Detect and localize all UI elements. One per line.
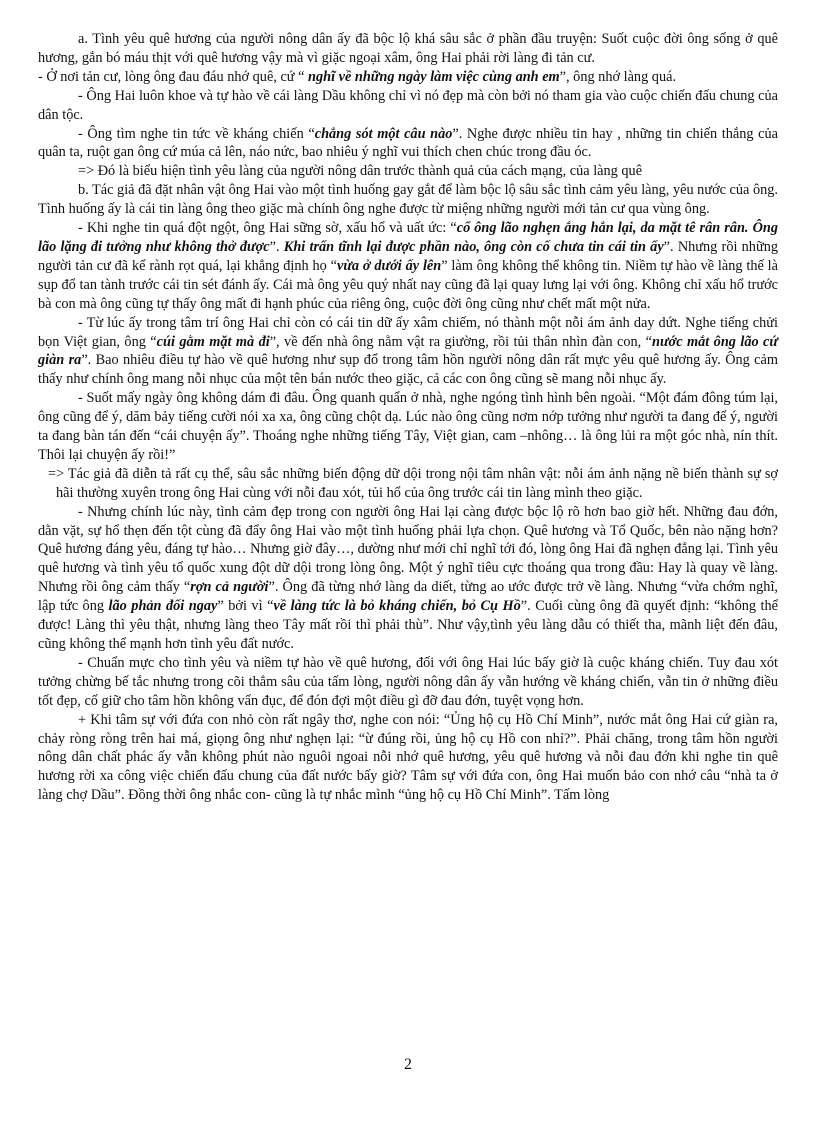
text-run: - Nhưng chính lúc này, tình cảm đẹp trong con người ông Hai lại càng được bộc lộ rõ hơn bao giờ hết. Những đau đớn, dằn vặt, sự hổ thẹn đến tột cùng đã đẩy ông Hai vào một tình huống phải lựa chọn. Quê hương và Tổ Quốc, bên nào nặng hơn? Quê hương đáng yêu, đáng tự hào… Nhưng giờ đây…, dường như mới chỉ nghĩ tới đó, lòng ông Hai đã nghẹn đắng lại. Tình yêu quê hương và tình yêu tổ quốc xung đột dữ dội trong lòng ông. Một ý nghĩ tiêu cực thoáng qua trong đầu: Hay là quay về làng. Nhưng rồi ông cảm thấy “ <box>38 503 778 596</box>
text-run: ”, ông nhớ làng quá. <box>559 68 677 85</box>
text-run: ”. <box>269 238 284 255</box>
text-run: ”. Nhưng rồi những người tản cư đã kể rành rọt quá, lại khẳng định họ “ <box>38 238 779 274</box>
paragraph <box>38 389 778 465</box>
emphasized-quote: Khi trấn tĩnh lại được phần nào, ông còn cố chưa tin cái tin ấy <box>283 238 664 255</box>
text-run: - Từ lúc ấy trong tâm trí ông Hai chỉ còn có cái tin dữ ấy xâm chiếm, nó thành một nỗi ám ảnh day dứt. Nghe tiếng chửi bọn Việt gian, ông “ <box>38 314 778 350</box>
paragraph <box>38 465 778 503</box>
text-run: ”, về đến nhà ông nằm vật ra giường, rồi tủi thân nhìn đàn con, “ <box>269 333 653 350</box>
text-run: + Khi tâm sự với đứa con nhỏ còn rất ngây thơ, nghe con nói: “Ủng hộ cụ Hồ Chí Minh”, nước mắt ông Hai cứ giàn ra, chảy ròng ròng trên hai má, giọng ông như nghẹn lại: “ừ đúng rồi, ủng hộ cụ Hồ con nhỉ?”. Phải chăng, trong tâm hồn người nông dân chất phác ấy vẫn không phút nào nguôi ngoai nỗi nhớ quê hương, yêu quê hương và nỗi đau đớn khi nghe tin quê hương rời xa công việc chiến đấu chung của đất nước bấy giờ? Tâm sự với đứa con, ông Hai muốn bảo con nhớ câu “nhà ta ở làng chợ Dầu”. Đồng thời ông nhắc con- cũng là tự nhắc mình “ủng hộ cụ Hồ Chí Minh”. Tấm lòng <box>38 711 778 804</box>
emphasized-quote: lão phản đối ngay <box>108 598 218 615</box>
text-run: - Ông tìm nghe tin tức về kháng chiến “ <box>78 125 315 142</box>
emphasized-quote: nghĩ về những ngày làm việc cùng anh em <box>308 68 560 85</box>
emphasized-quote: nước mắt ông lão cứ giàn ra <box>38 333 778 369</box>
emphasized-quote: cổ ông lão nghẹn ắng hẳn lại, da mặt tê rân rân. Ông lão lặng đi tưởng như không thở được <box>38 220 778 255</box>
paragraph <box>38 503 778 654</box>
text-run: a. Tình yêu quê hương của người nông dân ấy đã bộc lộ khá sâu sắc ở phần đầu truyện: Suốt cuộc đời ông sống ở quê hương, gắn bó máu thịt với quê hương vậy mà vì giặc ngoại xâm, ông Hai phải rời làng đi tản cư. <box>38 31 778 66</box>
text-run: ” bởi vì “ <box>217 598 274 615</box>
emphasized-quote: cúi gằm mặt mà đi <box>156 333 270 350</box>
paragraph <box>38 181 778 219</box>
emphasized-quote: chẳng sót một câu nào <box>314 125 453 142</box>
emphasized-quote: về làng tức là bỏ kháng chiến, bỏ Cụ Hồ <box>273 598 521 615</box>
paragraph <box>38 125 778 163</box>
paragraph <box>38 654 778 711</box>
paragraph <box>38 219 778 314</box>
text-run: - Khi nghe tin quá đột ngột, ông Hai sững sờ, xấu hổ và uất ức: “ <box>78 220 457 237</box>
emphasized-quote: vừa ở dưới ấy lên <box>337 257 442 274</box>
paragraph <box>38 162 778 181</box>
text-run: ”. Nghe được nhiều tin hay , những tin chiến thắng của quân ta, ruột gan ông cứ múa cả lên, náo nức, bao nhiêu ý nghĩ vui thích chen chúc trong đầu óc. <box>38 125 778 161</box>
paragraph <box>38 68 778 87</box>
paragraph <box>38 314 778 390</box>
text-run: => Tác giả đã diễn tả rất cụ thể, sâu sắc những biến động dữ dội trong nội tâm nhân vật: nỗi ám ảnh nặng nề biến thành sự sợ hãi thường xuyên trong ông Hai cùng với nỗi đau xót, tủi hổ của ông trước cái tin làng mình theo giặc. <box>48 465 778 501</box>
paragraph <box>38 87 778 125</box>
paragraph <box>38 711 778 806</box>
page-number: 2 <box>404 1056 412 1073</box>
text-run: ”. Cuối cùng ông đã quyết định: “không thể được! Làng thì yêu thật, nhưng làng theo Tây mất rồi thì phải thù”. Như vậy,tình yêu làng dẫu có thiết tha, mãnh liệt đến đâu, cũng không thể mạnh hơn tình yêu đất nước. <box>38 598 779 652</box>
text-run: b. Tác giả đã đặt nhân vật ông Hai vào một tình huống gay gắt để làm bộc lộ sâu sắc tình cảm yêu làng, yêu nước của ông. Tình huống ấy là cái tin làng ông theo giặc mà chính ông nghe được từ miệng những người mới tản cư qua vùng ông. <box>38 182 778 218</box>
text-run: - Suốt mấy ngày ông không dám đi đâu. Ông quanh quẩn ở nhà, nghe ngóng tình hình bên ngoài. “Một đám đông túm lại, ông cũng để ý, dăm bảy tiếng cười nói xa xa, ông cũng chột dạ. Lúc nào ông cũng nơm nớp tưởng như người ta đang để ý, người ta đang bàn tán đến “cái chuyện ấy”. Thoáng nghe những tiếng Tây, Việt gian, cam –nhông… là ông lủi ra một góc nhà, nín thít. Thôi lại chuyện ấy rồi!” <box>38 390 778 463</box>
text-run: - Ở nơi tản cư, lòng ông đau đáu nhớ quê, cứ “ <box>38 68 309 85</box>
paragraph <box>38 30 778 68</box>
text-run: ” làm ông không thể không tin. Niềm tự hào về làng thế là sụp đổ tan tành trước cái tin sét đánh ấy. Cái mà ông yêu quý nhất nay cũng đã lại quay lưng lại với ông. Không chỉ xấu hổ trước bà con mà ông cũng tự thấy ông mất đi hạnh phúc của riêng ông, cuộc đời ông cũng như chết mất một nửa. <box>38 257 778 312</box>
text-run: ”. Bao nhiêu điều tự hào về quê hương như sụp đổ trong tâm hồn người nông dân rất mực yêu quê hương ấy. Ông cảm thấy như chính ông mang nỗi nhục của một tên bán nước theo giặc, cả các con ông cũng sẽ mang nỗi nhục ấy. <box>38 352 778 388</box>
text-run: - Chuẩn mực cho tình yêu và niềm tự hào về quê hương, đối với ông Hai lúc bấy giờ là cuộc kháng chiến. Tuy đau xót tưởng chừng bế tắc nhưng trong cõi thẳm sâu của tấm lòng, người nông dân ấy vẫn hướng về kháng chiến, vẫn tin ở những điều tốt đẹp, cố giữ cho tâm hồn không vẩn đục, để đón đợi một điều gì đỡ đau đớn, tuyệt vọng hơn. <box>38 654 778 709</box>
text-run: => Đó là biểu hiện tình yêu làng của người nông dân trước thành quả của cách mạng, của làng quê <box>78 163 643 180</box>
document-body <box>38 30 778 805</box>
text-run: - Ông Hai luôn khoe và tự hào về cái làng Dầu không chỉ vì nó đẹp mà còn bởi nó tham gia vào cuộc chiến đấu chung của dân tộc. <box>38 87 778 123</box>
emphasized-quote: rợn cả người <box>190 579 269 596</box>
text-run: ”. Ông đã từng nhớ làng da diết, từng ao ước được trở về làng. Nhưng “vừa chớm nghĩ, lập tức ông <box>38 579 778 615</box>
